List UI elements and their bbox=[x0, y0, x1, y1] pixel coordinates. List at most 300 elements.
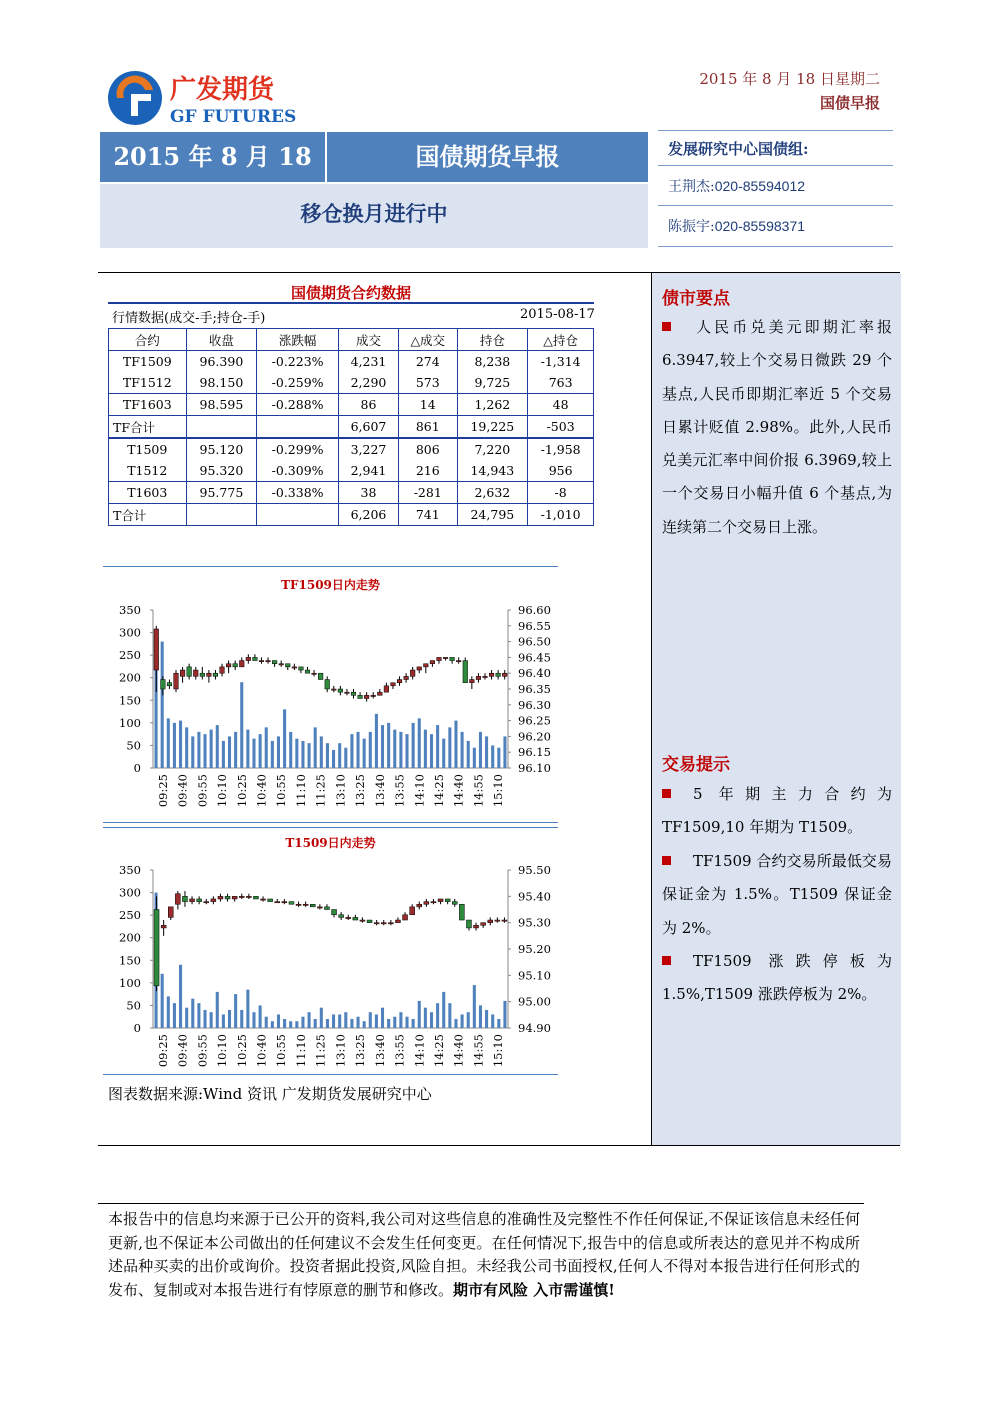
table-cell: 741 bbox=[399, 504, 458, 526]
table-cell: 95.120 bbox=[186, 438, 257, 460]
table-cell bbox=[257, 416, 339, 439]
tip-text: TF1509 涨跌停板为 1.5%,T1509 涨跌停板为 2%。 bbox=[662, 952, 892, 1004]
volume-bar bbox=[320, 736, 323, 768]
candle-body bbox=[351, 692, 356, 695]
candle-body bbox=[495, 920, 500, 921]
candle-body bbox=[443, 657, 448, 658]
header-date: 2015 年 8 月 18 日星期二 bbox=[699, 70, 880, 88]
gf-logo-icon bbox=[105, 68, 365, 128]
candle-body bbox=[299, 667, 304, 670]
x-tick-label: 13:40 bbox=[372, 1034, 387, 1068]
volume-bar bbox=[430, 734, 433, 768]
chart-rule bbox=[103, 822, 558, 823]
candle-body bbox=[175, 894, 180, 905]
data-source: 图表数据来源:Wind 资讯 广发期货发展研究中心 bbox=[108, 1085, 432, 1103]
candle-body bbox=[410, 907, 415, 915]
right-tick-label: 96.40 bbox=[518, 666, 551, 681]
right-tick-label: 95.10 bbox=[518, 968, 551, 983]
volume-bar bbox=[210, 1012, 213, 1028]
volume-bar bbox=[381, 725, 384, 768]
candle-body bbox=[463, 661, 468, 683]
x-tick-label: 09:40 bbox=[175, 1034, 190, 1068]
table-cell: 24,795 bbox=[457, 504, 528, 526]
candle-body bbox=[378, 692, 383, 695]
candle-body bbox=[381, 923, 386, 924]
market-paragraph: 人民币兑美元即期汇率报 6.3947,较上个交易日微跌 29 个基点,人民币即期汇率近 5 个交易日累计贬值 2.98%。此外,人民币兑美元汇率中间价报 6.3969,较上一个交易日小幅升值 6 个基点,为连续第二个交易日上涨。 bbox=[662, 318, 892, 536]
x-tick-label: 14:10 bbox=[412, 774, 427, 808]
volume-bar bbox=[240, 682, 243, 768]
candle-body bbox=[502, 920, 507, 921]
volume-bar bbox=[387, 723, 390, 768]
candle-body bbox=[233, 664, 238, 667]
x-tick-label: 09:25 bbox=[155, 1034, 170, 1068]
volume-bar bbox=[234, 994, 237, 1028]
candle-body bbox=[438, 899, 443, 902]
candle-body bbox=[331, 689, 336, 690]
table-cell: T1512 bbox=[109, 460, 187, 482]
volume-bar bbox=[185, 727, 188, 768]
candle-body bbox=[232, 896, 237, 899]
table-cell: 98.595 bbox=[186, 394, 257, 416]
volume-bar bbox=[252, 739, 255, 768]
candle-body bbox=[404, 676, 409, 679]
volume-bar bbox=[448, 1003, 451, 1028]
left-tick-label: 0 bbox=[133, 1021, 141, 1035]
volume-bar bbox=[271, 1021, 274, 1028]
contact-phone: 020-85598371 bbox=[714, 218, 806, 234]
candle-body bbox=[279, 664, 284, 665]
sidebar-tip-1 bbox=[662, 778, 892, 845]
volume-bar bbox=[301, 1017, 304, 1028]
candle-body bbox=[417, 904, 422, 907]
candle-body bbox=[466, 920, 471, 928]
candle-body bbox=[410, 670, 415, 676]
team-divider bbox=[658, 205, 893, 206]
volume-bar bbox=[442, 992, 445, 1028]
volume-bar bbox=[277, 1014, 280, 1028]
table-cell: 6,607 bbox=[338, 416, 398, 439]
candle-body bbox=[272, 661, 277, 664]
contact-2 bbox=[668, 216, 805, 236]
volume-bar bbox=[259, 1005, 262, 1028]
volume-bar bbox=[442, 739, 445, 768]
candle-body bbox=[168, 907, 173, 918]
volume-bar bbox=[228, 1010, 231, 1028]
volume-bar bbox=[503, 1001, 506, 1028]
candle-body bbox=[437, 657, 442, 660]
volume-bar bbox=[344, 748, 347, 768]
candle-body bbox=[496, 673, 501, 676]
risk-warning: 期市有风险 入市需谨慎! bbox=[453, 1280, 615, 1299]
table-cell: 96.390 bbox=[186, 351, 257, 373]
table-cell: 6,206 bbox=[338, 504, 398, 526]
x-tick-label: 13:10 bbox=[333, 774, 348, 808]
candle-body bbox=[424, 902, 429, 905]
table-cell: 95.320 bbox=[186, 460, 257, 482]
table-cell: TF1512 bbox=[109, 372, 187, 394]
candle-body bbox=[481, 923, 486, 926]
table-cell bbox=[186, 416, 257, 439]
table-cell: TF1509 bbox=[109, 351, 187, 373]
table-cell: 274 bbox=[399, 351, 458, 373]
right-tick-label: 96.45 bbox=[518, 650, 551, 665]
candle-body bbox=[200, 673, 205, 676]
table-cell: 763 bbox=[528, 372, 594, 394]
candle-body bbox=[282, 902, 287, 903]
volume-bar bbox=[332, 1014, 335, 1028]
volume-bar bbox=[203, 1010, 206, 1028]
left-tick-label: 250 bbox=[119, 648, 141, 663]
candle-body bbox=[207, 673, 212, 676]
table-cell: 2,290 bbox=[338, 372, 398, 394]
x-tick-label: 13:40 bbox=[372, 774, 387, 808]
volume-bar bbox=[265, 727, 268, 768]
volume-bar bbox=[412, 723, 415, 768]
sidebar-heading-tips: 交易提示 bbox=[662, 755, 730, 775]
volume-bar bbox=[350, 1019, 353, 1028]
table-cell: -8 bbox=[528, 482, 594, 504]
volume-bar bbox=[240, 1010, 243, 1028]
right-tick-label: 96.50 bbox=[518, 634, 551, 649]
volume-bar bbox=[203, 734, 206, 768]
candle-body bbox=[268, 899, 273, 902]
candle-body bbox=[371, 695, 376, 696]
table-cell: 216 bbox=[399, 460, 458, 482]
right-tick-label: 96.35 bbox=[518, 682, 551, 696]
chart-rule bbox=[103, 566, 558, 567]
table-row bbox=[109, 394, 594, 416]
volume-bar bbox=[308, 743, 311, 768]
candle-body bbox=[452, 902, 457, 905]
volume-bar bbox=[228, 736, 231, 768]
report-subtitle: 移仓换月进行中 bbox=[300, 201, 448, 226]
table-cell: 95.775 bbox=[186, 482, 257, 504]
disclaimer-text: 本报告中的信息均来源于已公开的资料,我公司对这些信息的准确性及完整性不作任何保证,不保证该信息未经任何更新,也不保证本公司做出的任何建议不会发生任何变更。在任何情况下,报告中的信息或所表达的意见并不构成所述品种买卖的出价或询价。投资者据此投资,风险自担。未经我公司书面授权,任何人不得对本报告进行任何形式的发布、复制或对本报告进行有悖原意的删节和修改。 bbox=[108, 1210, 860, 1299]
candle-body bbox=[318, 673, 323, 679]
candle-body bbox=[253, 657, 258, 660]
x-tick-label: 13:25 bbox=[353, 1034, 368, 1068]
x-tick-label: 11:10 bbox=[293, 774, 308, 808]
volume-bar bbox=[185, 1008, 188, 1028]
table-cell: -0.309% bbox=[257, 460, 339, 482]
volume-bar bbox=[320, 1008, 323, 1028]
contact-phone: 020-85594012 bbox=[714, 178, 806, 194]
x-tick-label: 10:55 bbox=[274, 1034, 289, 1068]
candle-body bbox=[246, 657, 251, 660]
candle-body bbox=[154, 629, 159, 670]
volume-bar bbox=[399, 732, 402, 768]
candle-body bbox=[450, 657, 455, 660]
candle-body bbox=[167, 683, 172, 686]
chart-title: T1509日内走势 bbox=[285, 836, 376, 850]
bullet-icon bbox=[662, 856, 671, 865]
candle-body bbox=[483, 676, 488, 677]
right-tick-label: 96.30 bbox=[518, 697, 551, 712]
candle-body bbox=[182, 896, 187, 901]
volume-bar bbox=[191, 736, 194, 768]
table-header-cell: 持仓 bbox=[457, 329, 528, 351]
x-tick-label: 14:55 bbox=[471, 1034, 486, 1068]
candle-body bbox=[197, 899, 202, 902]
sidebar-heading-market: 债市要点 bbox=[662, 289, 730, 309]
volume-bar bbox=[375, 714, 378, 768]
table-cell: 86 bbox=[338, 394, 398, 416]
volume-bar bbox=[357, 1017, 360, 1028]
candle-body bbox=[180, 670, 185, 676]
candle-body bbox=[187, 667, 192, 676]
table-header-cell: △成交 bbox=[399, 329, 458, 351]
contract-data-table bbox=[108, 328, 594, 526]
disclaimer bbox=[108, 1208, 860, 1302]
table-header-cell: 收盘 bbox=[186, 329, 257, 351]
candle-body bbox=[424, 664, 429, 667]
volume-bar bbox=[167, 718, 170, 768]
right-tick-label: 95.50 bbox=[518, 863, 551, 877]
candle-body bbox=[374, 923, 379, 924]
candle-body bbox=[225, 896, 230, 899]
volume-bar bbox=[216, 725, 219, 768]
table-cell: -503 bbox=[528, 416, 594, 439]
table-header-row bbox=[109, 329, 594, 351]
candle-body bbox=[253, 896, 258, 899]
volume-bar bbox=[301, 741, 304, 768]
candle-body bbox=[417, 667, 422, 670]
x-tick-label: 13:55 bbox=[392, 1034, 407, 1068]
volume-bar bbox=[265, 1017, 268, 1028]
volume-bar bbox=[271, 741, 274, 768]
candle-body bbox=[292, 667, 297, 668]
table-cell: -1,314 bbox=[528, 351, 594, 373]
t1509-intraday-chart bbox=[103, 855, 563, 1075]
candle-body bbox=[213, 673, 218, 676]
candle-body bbox=[384, 686, 389, 692]
candle-body bbox=[397, 680, 402, 683]
volume-bar bbox=[375, 1014, 378, 1028]
candle-body bbox=[259, 661, 264, 662]
candle-body bbox=[174, 673, 179, 689]
table-header-cell: 合约 bbox=[109, 329, 187, 351]
x-tick-label: 14:25 bbox=[431, 774, 446, 808]
volume-bar bbox=[363, 1021, 366, 1028]
candle-body bbox=[403, 915, 408, 920]
candle-body bbox=[489, 673, 494, 676]
volume-bar bbox=[179, 721, 182, 768]
x-tick-label: 09:55 bbox=[195, 1034, 210, 1068]
logo-cn-text: 广发期货 bbox=[170, 75, 275, 105]
x-tick-label: 14:40 bbox=[451, 1034, 466, 1068]
volume-bar bbox=[399, 1012, 402, 1028]
table-cell: -1,958 bbox=[528, 438, 594, 460]
volume-bar bbox=[216, 992, 219, 1028]
banner-title: 国债期货早报 bbox=[415, 142, 560, 171]
left-tick-label: 300 bbox=[119, 625, 141, 640]
candle-body bbox=[431, 902, 436, 903]
table-cell: -281 bbox=[399, 482, 458, 504]
volume-bar bbox=[350, 734, 353, 768]
volume-bar bbox=[197, 732, 200, 768]
left-tick-label: 350 bbox=[119, 863, 141, 877]
candle-body bbox=[161, 680, 166, 689]
candle-body bbox=[261, 899, 266, 900]
right-tick-label: 96.15 bbox=[518, 745, 551, 760]
volume-bar bbox=[283, 1019, 286, 1028]
table-cell bbox=[257, 504, 339, 526]
x-tick-label: 10:10 bbox=[215, 774, 230, 808]
candle-body bbox=[388, 923, 393, 924]
candle-body bbox=[391, 683, 396, 686]
main-bottom-rule bbox=[98, 1145, 900, 1146]
table-cell: 48 bbox=[528, 394, 594, 416]
volume-bar bbox=[234, 732, 237, 768]
volume-bar bbox=[179, 965, 182, 1028]
candle-body bbox=[289, 902, 294, 905]
contact-1 bbox=[668, 176, 805, 196]
volume-bar bbox=[454, 1019, 457, 1028]
candle-body bbox=[239, 896, 244, 897]
table-cell: 9,725 bbox=[457, 372, 528, 394]
candle-body bbox=[190, 899, 195, 902]
volume-bar bbox=[332, 750, 335, 768]
candle-body bbox=[154, 910, 159, 986]
left-tick-label: 200 bbox=[119, 930, 141, 945]
table-row bbox=[109, 416, 594, 439]
x-tick-label: 09:40 bbox=[175, 774, 190, 808]
bullet-icon bbox=[662, 789, 671, 798]
contact-name: 王荆杰: bbox=[668, 179, 715, 195]
volume-bar bbox=[424, 1008, 427, 1028]
team-divider bbox=[658, 246, 893, 247]
table-cell: TF合计 bbox=[109, 416, 187, 439]
right-tick-label: 95.00 bbox=[518, 994, 551, 1009]
volume-bar bbox=[197, 1003, 200, 1028]
table-cell: 2,632 bbox=[457, 482, 528, 504]
table-cell: TF1603 bbox=[109, 394, 187, 416]
team-divider bbox=[658, 130, 893, 131]
volume-bar bbox=[393, 1017, 396, 1028]
table-cell: -0.288% bbox=[257, 394, 339, 416]
table-cell: T1603 bbox=[109, 482, 187, 504]
right-tick-label: 96.25 bbox=[518, 713, 551, 728]
table-body bbox=[109, 351, 594, 526]
volume-bar bbox=[295, 1021, 298, 1028]
table-row bbox=[109, 351, 594, 373]
candle-body bbox=[303, 904, 308, 905]
table-header-cell: 成交 bbox=[338, 329, 398, 351]
volume-bar bbox=[338, 1014, 341, 1028]
candle-body bbox=[325, 680, 330, 689]
candle-body bbox=[476, 676, 481, 679]
volume-bar bbox=[381, 1008, 384, 1028]
team-title: 发展研究中心国债组: bbox=[668, 140, 809, 158]
volume-bar bbox=[405, 734, 408, 768]
volume-bar bbox=[210, 730, 213, 768]
tf1509-intraday-chart bbox=[103, 595, 563, 815]
candle-body bbox=[193, 670, 198, 676]
right-tick-label: 94.90 bbox=[518, 1021, 551, 1035]
candle-body bbox=[445, 899, 450, 902]
candle-body bbox=[502, 673, 507, 676]
right-tick-label: 96.55 bbox=[518, 618, 551, 633]
volume-bar bbox=[338, 743, 341, 768]
volume-bar bbox=[259, 734, 262, 768]
candle-body bbox=[459, 904, 464, 920]
x-tick-label: 15:10 bbox=[491, 774, 506, 808]
candle-body bbox=[367, 920, 372, 923]
x-tick-label: 14:25 bbox=[431, 1034, 446, 1068]
volume-bar bbox=[344, 1012, 347, 1028]
candle-body bbox=[310, 904, 315, 907]
volume-bar bbox=[418, 718, 421, 768]
volume-bar bbox=[289, 1021, 292, 1028]
volume-bar bbox=[222, 741, 225, 768]
volume-bar bbox=[161, 642, 164, 768]
volume-bar bbox=[326, 1019, 329, 1028]
table-cell: 2,941 bbox=[338, 460, 398, 482]
volume-bar bbox=[436, 725, 439, 768]
candle-body bbox=[332, 910, 337, 915]
table-header-cell: △持仓 bbox=[528, 329, 594, 351]
x-tick-label: 13:10 bbox=[333, 1034, 348, 1068]
volume-bar bbox=[357, 732, 360, 768]
volume-bar bbox=[454, 721, 457, 768]
volume-bar bbox=[308, 1012, 311, 1028]
volume-bar bbox=[448, 727, 451, 768]
right-tick-label: 95.40 bbox=[518, 889, 551, 904]
disclaimer-rule bbox=[98, 1203, 864, 1204]
bullet-icon bbox=[662, 956, 671, 965]
left-tick-label: 150 bbox=[119, 693, 141, 708]
right-tick-label: 96.10 bbox=[518, 761, 551, 775]
candle-body bbox=[266, 661, 271, 662]
chart-rule bbox=[103, 827, 558, 828]
candle-body bbox=[317, 907, 322, 908]
x-tick-label: 13:25 bbox=[353, 774, 368, 808]
table-cell: -1,010 bbox=[528, 504, 594, 526]
candle-body bbox=[346, 917, 351, 918]
right-tick-label: 95.30 bbox=[518, 915, 551, 930]
volume-bar bbox=[479, 1005, 482, 1028]
x-tick-label: 11:25 bbox=[313, 1034, 328, 1068]
left-tick-label: 50 bbox=[126, 998, 141, 1013]
candle-body bbox=[338, 689, 343, 692]
volume-bar bbox=[246, 730, 249, 768]
table-cell: -0.259% bbox=[257, 372, 339, 394]
left-tick-label: 250 bbox=[119, 908, 141, 923]
table-row bbox=[109, 460, 594, 482]
x-tick-label: 14:40 bbox=[451, 774, 466, 808]
candle-body bbox=[430, 661, 435, 664]
volume-bar bbox=[246, 990, 249, 1028]
volume-bar bbox=[161, 974, 164, 1028]
table-row bbox=[109, 504, 594, 526]
candle-body bbox=[456, 661, 461, 662]
volume-bar bbox=[369, 1012, 372, 1028]
table-cell: 14,943 bbox=[457, 460, 528, 482]
banner-date: 2015 年 8 月 18 bbox=[113, 142, 312, 171]
candle-body bbox=[296, 904, 301, 905]
volume-bar bbox=[252, 1012, 255, 1028]
volume-bar bbox=[412, 1019, 415, 1028]
right-tick-label: 96.20 bbox=[518, 729, 551, 744]
volume-bar bbox=[473, 985, 476, 1028]
volume-bar bbox=[222, 1014, 225, 1028]
candle-body bbox=[275, 902, 280, 903]
volume-bar bbox=[461, 1014, 464, 1028]
table-cell: 14 bbox=[399, 394, 458, 416]
x-tick-label: 11:10 bbox=[293, 1034, 308, 1068]
table-cell: -0.299% bbox=[257, 438, 339, 460]
table-cell: 861 bbox=[399, 416, 458, 439]
